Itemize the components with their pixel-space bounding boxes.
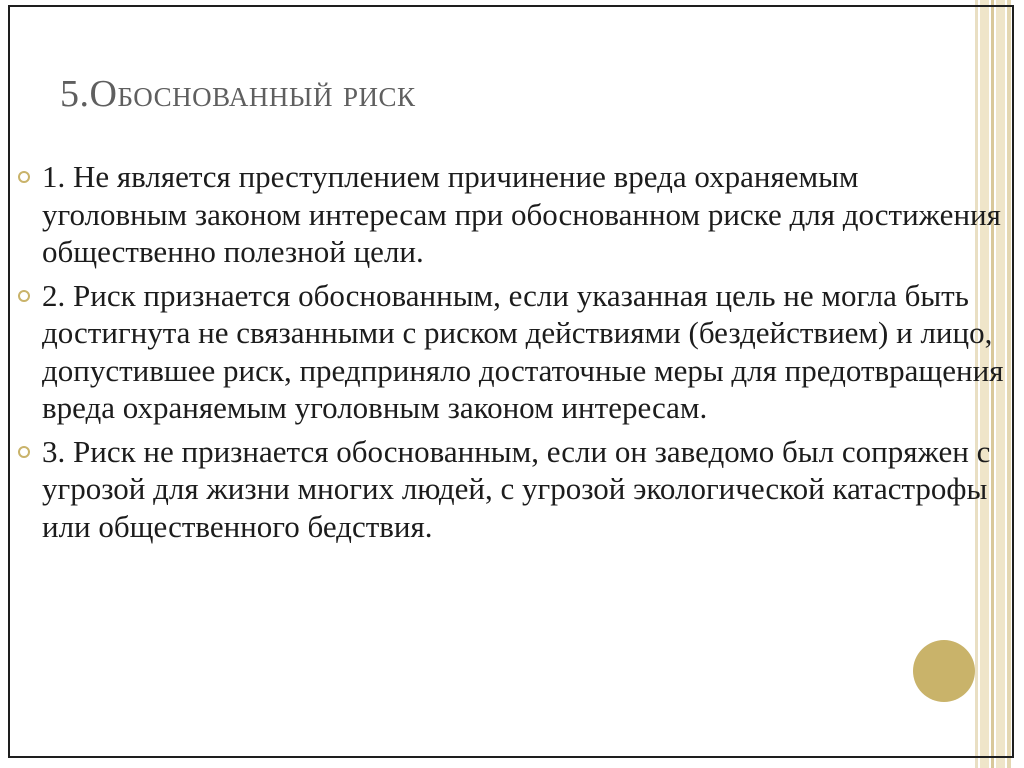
hollow-circle-bullet-icon: [18, 171, 30, 183]
list-item: [16, 158, 1011, 271]
bullet-list: [16, 158, 1011, 551]
slide-title: 5.Обоснованный риск: [60, 73, 416, 115]
list-item: [16, 277, 1011, 427]
decorative-circle: [913, 640, 975, 702]
hollow-circle-bullet-icon: [18, 446, 30, 458]
hollow-circle-bullet-icon: [18, 290, 30, 302]
list-item: [16, 433, 1011, 546]
list-item-text: 2. Риск признается обоснованным, если указанная цель не могла быть достигнута не связанными с риском действиями (бездействием) и лицо, допустившее риск, предприняло достаточные меры для предотвращения вреда охраняемым уголовным законом интересам.: [42, 277, 1004, 425]
list-item-text: 3. Риск не признается обоснованным, если он заведомо был сопряжен с угрозой для жизни многих людей, с угрозой экологической катастрофы или общественного бедствия.: [42, 433, 991, 544]
list-item-text: 1. Не является преступлением причинение вреда охраняемым уголовным законом интересам при обоснованном риске для достижения общественно полезной цели.: [42, 159, 1001, 269]
